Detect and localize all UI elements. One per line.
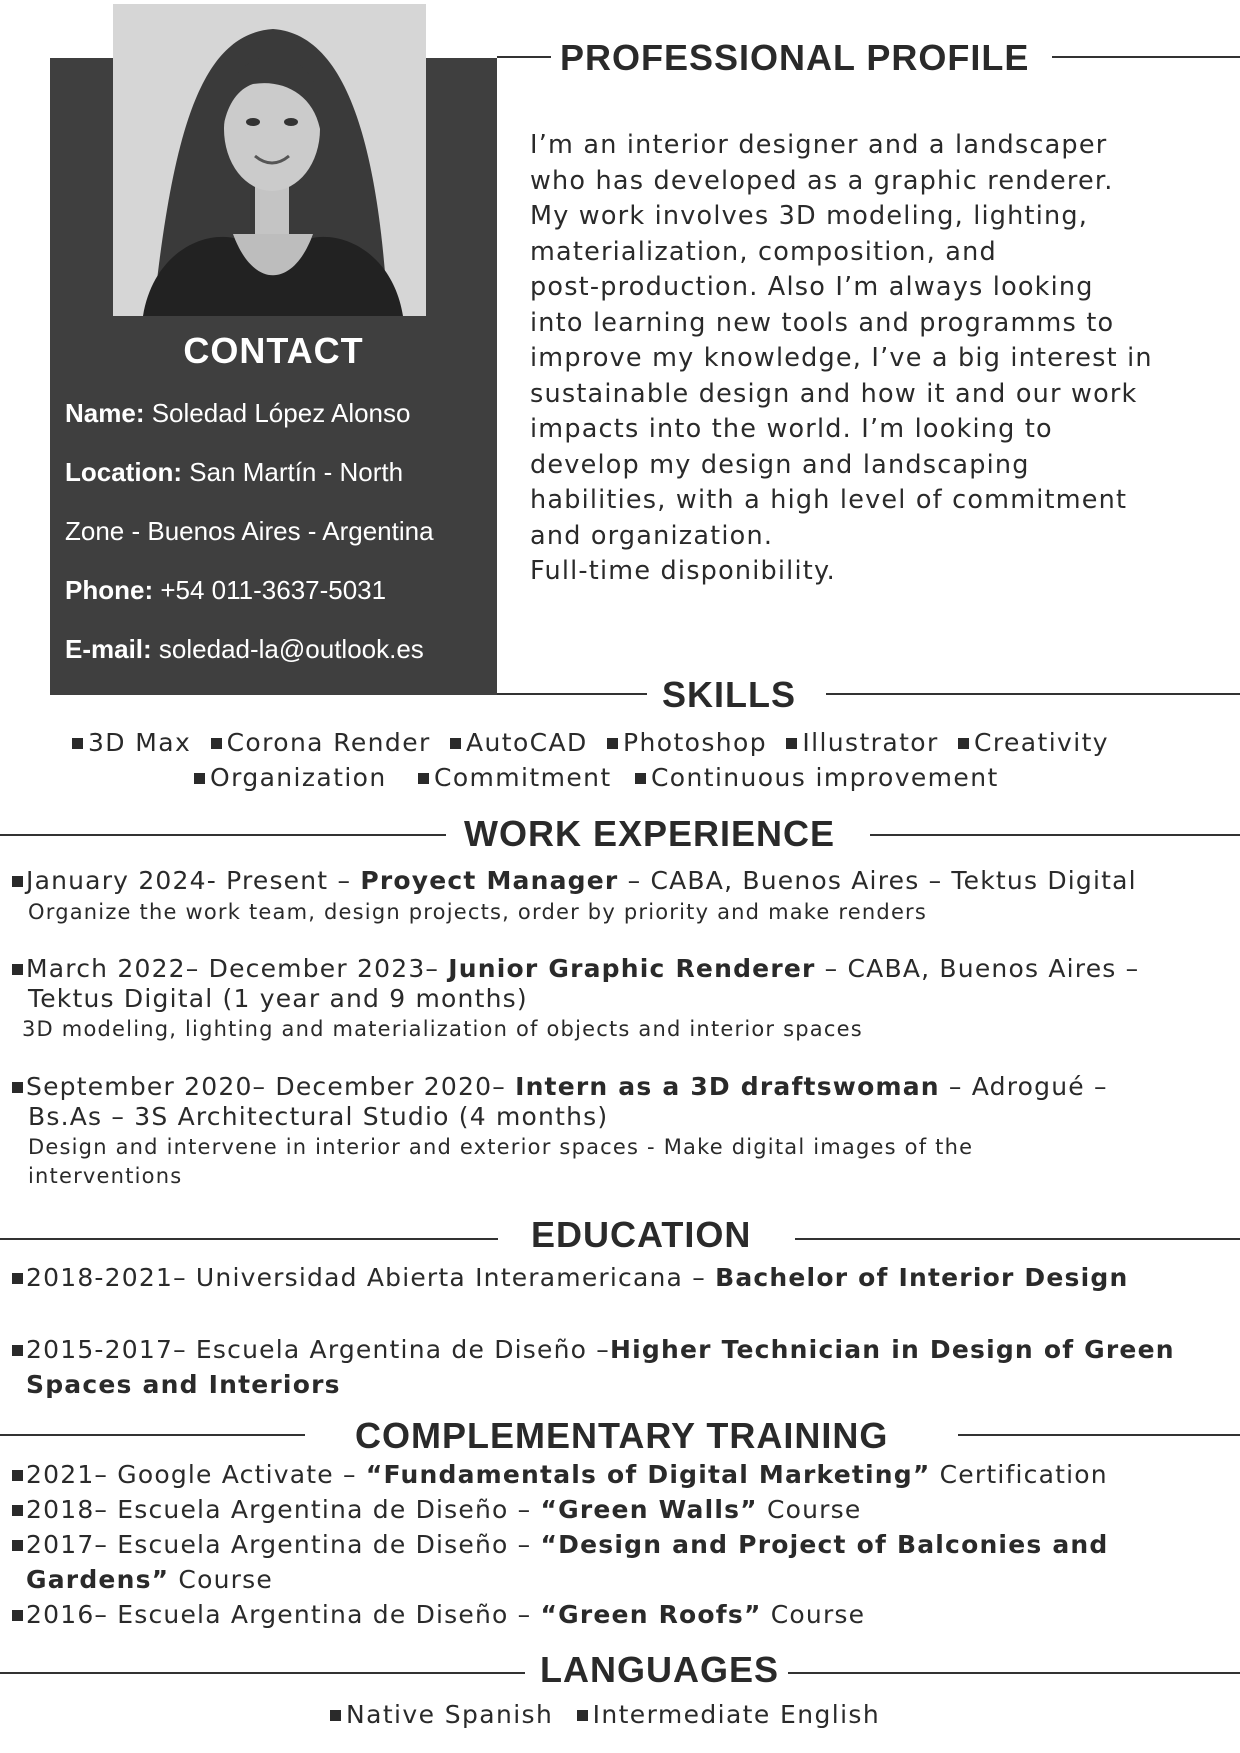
training-title: COMPLEMENTARY TRAINING (355, 1415, 889, 1456)
divider (870, 834, 1240, 836)
training-type: Course (757, 1495, 862, 1524)
profile-line: who has developed as a graphic renderer. (530, 165, 1114, 196)
training-course: “Fundamentals of Digital Marketing” (365, 1460, 931, 1489)
divider (0, 834, 446, 836)
work-entry-3-cont: Bs.As – 3S Architectural Studio (4 months) (28, 1102, 609, 1131)
work-dates: January 2024- Present – (26, 866, 361, 895)
work-place: – CABA, Buenos Aires – Tektus Digital (618, 866, 1137, 895)
divider (958, 1434, 1240, 1436)
contact-name-value: Soledad López Alonso (144, 398, 411, 428)
profile-line: My work involves 3D modeling, lighting, (530, 201, 1089, 231)
bullet-square (786, 738, 797, 749)
education-entry-2 (12, 1335, 1175, 1365)
bullet-square (12, 1610, 23, 1621)
skill-item: Photoshop (623, 728, 767, 757)
bullet-square (12, 1345, 23, 1356)
profile-line: into learning new tools and programms to (530, 307, 1115, 338)
skills-row (72, 728, 1109, 757)
profile-line: post-production. Also I’m always looking (530, 272, 1094, 302)
training-entry-3 (12, 1530, 1109, 1560)
profile-line: I’m an interior designer and a landscaper (530, 130, 1108, 160)
contact-phone-label: Phone: (65, 575, 154, 605)
divider (497, 56, 551, 58)
bullet-square (194, 773, 205, 784)
divider (795, 1238, 1240, 1240)
profile-line: develop my design and landscaping (530, 449, 1030, 480)
skill-item: AutoCAD (466, 728, 588, 757)
work-desc-1: Organize the work team, design projects, order by priority and make renders (28, 900, 928, 924)
divider (1052, 56, 1240, 58)
bullet-square (12, 1273, 23, 1284)
languages-title: LANGUAGES (540, 1649, 780, 1690)
profile-text (530, 128, 1210, 590)
training-entry-2 (12, 1495, 861, 1525)
skill-item: Creativity (974, 728, 1109, 757)
contact-phone-value: +54 011-3637-5031 (153, 575, 387, 605)
bullet-square (958, 738, 969, 749)
bullet-square (577, 1710, 588, 1721)
work-entry-2-cont: Tektus Digital (1 year and 9 months) (28, 984, 528, 1013)
work-role: Proyect Manager (360, 866, 619, 895)
skill-item: Commitment (434, 763, 612, 792)
skill-item: Corona Render (226, 728, 431, 757)
contact-email-label: E-mail: (65, 634, 152, 664)
training-course: “Green Walls” (540, 1495, 758, 1524)
skill-item: Organization (210, 763, 387, 792)
contact-location-cont: Zone - Buenos Aires - Argentina (65, 516, 434, 546)
training-entry-1 (12, 1460, 1108, 1490)
work-title: WORK EXPERIENCE (464, 813, 836, 854)
training-type: Course (169, 1565, 273, 1594)
divider (0, 1238, 498, 1240)
bullet-square (607, 738, 618, 749)
bullet-square (211, 738, 222, 749)
bullet-square (12, 1505, 23, 1516)
contact-phone (65, 575, 386, 606)
work-entry-2 (12, 954, 1139, 984)
divider (497, 693, 647, 695)
contact-name-label: Name: (65, 398, 145, 428)
skill-item: 3D Max (88, 728, 192, 757)
profile-line: materialization, composition, and (530, 236, 997, 267)
profile-line: Full-time disponibility. (530, 556, 836, 586)
training-course: “Green Roofs” (540, 1600, 762, 1629)
education-school: 2015-2017– Escuela Argentina de Diseño – (26, 1335, 610, 1364)
work-entry-1 (12, 866, 1137, 896)
contact-title: CONTACT (183, 330, 364, 371)
bullet-square (635, 773, 646, 784)
bullet-square (12, 876, 23, 887)
training-entry-4 (12, 1600, 865, 1630)
work-dates: March 2022– December 2023– (26, 954, 449, 983)
work-desc-3-cont: interventions (28, 1164, 183, 1188)
bullet-square (450, 738, 461, 749)
skills-row (194, 763, 999, 792)
work-entry-3 (12, 1072, 1108, 1102)
work-place: – CABA, Buenos Aires – (815, 954, 1140, 983)
training-course: “Design and Project of Balconies and (540, 1530, 1109, 1559)
training-course-cont: Gardens” (26, 1565, 170, 1594)
profile-line: impacts into the world. I’m looking to (530, 414, 1053, 444)
contact-location-value: San Martín - North (182, 457, 404, 487)
divider (0, 1434, 305, 1436)
work-desc-2: 3D modeling, lighting and materialization of objects and interior spaces (22, 1017, 863, 1041)
education-degree: Bachelor of Interior Design (715, 1263, 1129, 1292)
training-type: Course (761, 1600, 866, 1629)
languages-row (330, 1700, 880, 1729)
divider (788, 1672, 1240, 1674)
bullet-square (12, 1470, 23, 1481)
language-item: Native Spanish (346, 1700, 554, 1729)
education-entry-2-cont (26, 1370, 341, 1400)
profile-line: sustainable design and how it and our work (530, 378, 1138, 409)
training-entry-3-cont (26, 1565, 273, 1595)
education-entry-1 (12, 1263, 1128, 1293)
divider (826, 693, 1240, 695)
training-school: 2021– Google Activate – (26, 1460, 366, 1489)
profile-line: habilities, with a high level of commitment (530, 485, 1128, 515)
education-school: 2018-2021– Universidad Abierta Interamericana – (26, 1263, 716, 1292)
training-school: 2017– Escuela Argentina de Diseño – (26, 1530, 541, 1559)
work-desc-3: Design and intervene in interior and exterior spaces - Make digital images of the (28, 1135, 974, 1159)
work-role: Intern as a 3D draftswoman (515, 1072, 940, 1101)
contact-email-value: soledad-la@outlook.es (151, 634, 424, 664)
education-degree-cont: Spaces and Interiors (26, 1370, 341, 1399)
skill-item: Continuous improvement (650, 763, 999, 792)
bullet-square (12, 1082, 23, 1093)
portrait-image (113, 4, 426, 316)
language-item: Intermediate English (592, 1700, 881, 1729)
bullet-square (12, 964, 23, 975)
work-place: – Adrogué – (939, 1072, 1108, 1101)
education-title: EDUCATION (531, 1214, 752, 1255)
skill-item: Illustrator (802, 728, 939, 757)
contact-location-label: Location: (65, 457, 182, 487)
training-school: 2016– Escuela Argentina de Diseño – (26, 1600, 541, 1629)
work-role: Junior Graphic Renderer (448, 954, 816, 983)
contact-name (65, 398, 410, 429)
contact-email (65, 634, 424, 665)
bullet-square (418, 773, 429, 784)
divider (0, 1672, 525, 1674)
profile-line: improve my knowledge, I’ve a big interest in (530, 343, 1153, 373)
training-school: 2018– Escuela Argentina de Diseño – (26, 1495, 541, 1524)
bullet-square (330, 1710, 341, 1721)
bullet-square (72, 738, 83, 749)
bullet-square (12, 1540, 23, 1551)
profile-photo (113, 4, 426, 316)
education-degree: Higher Technician in Design of Green (610, 1335, 1175, 1364)
training-type: Certification (930, 1460, 1108, 1489)
profile-title: PROFESSIONAL PROFILE (560, 37, 1030, 78)
skills-title: SKILLS (662, 674, 797, 715)
profile-line: and organization. (530, 520, 774, 551)
contact-location (65, 457, 403, 488)
work-dates: September 2020– December 2020– (26, 1072, 516, 1101)
